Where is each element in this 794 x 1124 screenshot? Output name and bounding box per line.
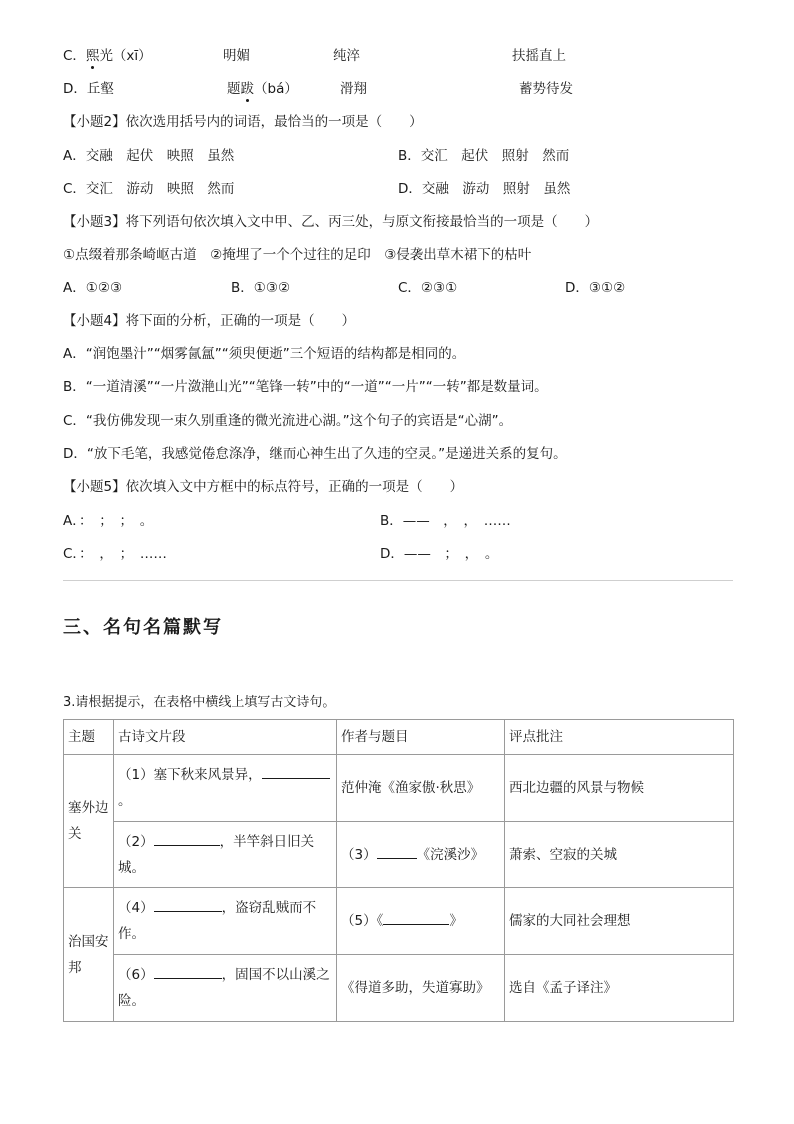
q4-option-c[interactable]: C．“我仿佛发现一束久别重逢的微光流进心湖。”这个句子的宾语是“心湖”。 xyxy=(63,413,513,429)
author-cell xyxy=(337,822,505,888)
q1-c-word2: 明媚 xyxy=(223,48,250,64)
author-text: （3） xyxy=(341,846,377,863)
q4-option-a[interactable]: A．“润饱墨汁”“烟雾氤氲”“须臾便逝”三个短语的结构都是相同的。 xyxy=(63,346,466,362)
table-row xyxy=(64,955,734,1022)
option-word: 光（xī） xyxy=(99,48,152,64)
header-theme: 主题 xyxy=(64,720,114,755)
author-text: （5）《 xyxy=(341,913,384,929)
section-divider xyxy=(63,580,733,581)
q2-stem: 【小题2】依次选用括号内的词语，最恰当的一项是（ ） xyxy=(63,114,423,130)
header-fragment: 古诗文片段 xyxy=(114,720,337,755)
q4-option-d[interactable]: D．“放下毛笔，我感觉倦怠涤净，继而心神生出了久违的空灵。”是递进关系的复句。 xyxy=(63,446,567,462)
note-cell: 西北边疆的风景与物候 xyxy=(505,755,734,822)
option-word: 题 xyxy=(227,81,241,97)
answer-blank[interactable] xyxy=(154,831,220,846)
option-label: C． xyxy=(63,48,86,64)
note-cell: 儒家的大同社会理想 xyxy=(505,888,734,955)
header-author: 作者与题目 xyxy=(337,720,505,755)
q4-option-b[interactable]: B．“一道清溪”“一片潋滟山光”“笔锋一转”中的“一道”“一片”“一转”都是数量词。 xyxy=(63,379,548,395)
dotted-char: 熙 xyxy=(85,48,100,64)
fragment-text: （4） xyxy=(118,900,154,916)
q3-option-c[interactable]: C．②③① xyxy=(398,280,458,296)
q4-stem: 【小题4】将下面的分析，正确的一项是（ ） xyxy=(63,313,356,329)
q2-option-d[interactable]: D．交融 游动 照射 虽然 xyxy=(398,181,571,197)
fragment-text: 。 xyxy=(118,793,132,809)
q1-c-word3: 纯淬 xyxy=(333,48,360,64)
q5-option-c[interactable]: C．： ， ； …… xyxy=(63,546,167,562)
q2-option-a[interactable]: A．交融 起伏 映照 虽然 xyxy=(63,148,235,164)
q5-option-d[interactable]: D．—— ； ， 。 xyxy=(380,546,499,562)
table-header-row xyxy=(64,720,734,755)
fragment-cell xyxy=(114,955,337,1022)
option-word: （bá） xyxy=(254,81,298,97)
q1-d-word3: 滑翔 xyxy=(340,81,367,97)
theme-cell: 塞外边关 xyxy=(64,755,114,888)
table-row xyxy=(64,822,734,888)
answer-blank[interactable] xyxy=(262,764,330,779)
fragment-text: ，盗窃乱贼而不作。 xyxy=(118,900,317,942)
dotted-char: 跋 xyxy=(240,81,254,97)
fragment-text: （1）塞下秋来风景异， xyxy=(118,767,262,783)
poem-table xyxy=(63,719,734,1022)
author-text: 》 xyxy=(449,913,463,929)
q1-d-word4: 蓄势待发 xyxy=(519,81,573,97)
fragment-text: ，半竿斜日旧关城。 xyxy=(118,833,315,876)
answer-blank[interactable] xyxy=(154,964,222,979)
table-row xyxy=(64,888,734,955)
fragment-cell xyxy=(114,755,337,822)
author-cell: 《得道多助，失道寡助》 xyxy=(337,955,505,1022)
q2-option-c[interactable]: C．交汇 游动 映照 然而 xyxy=(63,181,235,197)
q1-option-c xyxy=(63,46,152,66)
q5-stem: 【小题5】依次填入文中方框中的标点符号，正确的一项是（ ） xyxy=(63,479,464,495)
header-note: 评点批注 xyxy=(505,720,734,755)
section-title: 三、名句名篇默写 xyxy=(63,617,223,638)
q3-stem: 【小题3】将下列语句依次填入文中甲、乙、丙三处，与原文衔接最恰当的一项是（ ） xyxy=(63,214,599,230)
fragment-cell xyxy=(114,888,337,955)
fragment-text: ，固国不以山溪之险。 xyxy=(118,967,330,1009)
q3-option-d[interactable]: D．③①② xyxy=(565,280,626,296)
q1-option-d xyxy=(63,79,114,99)
fragment-cell xyxy=(114,822,337,888)
answer-blank[interactable] xyxy=(377,844,417,859)
question-instruction: 3.请根据提示，在表格中横线上填写古文诗句。 xyxy=(63,695,336,710)
note-cell: 萧索、空寂的关城 xyxy=(505,822,734,888)
fragment-text: （2） xyxy=(118,833,154,850)
author-cell xyxy=(337,888,505,955)
answer-blank[interactable] xyxy=(154,897,222,912)
note-cell: 选自《孟子译注》 xyxy=(505,955,734,1022)
q3-option-b[interactable]: B．①③② xyxy=(231,280,291,296)
q3-option-a[interactable]: A．①②③ xyxy=(63,280,123,296)
q1-d-word2 xyxy=(227,79,298,99)
q5-option-b[interactable]: B．—— ， ， …… xyxy=(380,513,511,529)
q5-option-a[interactable]: A．： ； ； 。 xyxy=(63,513,154,529)
answer-blank[interactable] xyxy=(383,910,449,925)
table-row xyxy=(64,755,734,822)
q2-option-b[interactable]: B．交汇 起伏 照射 然而 xyxy=(398,148,570,164)
fragment-text: （6） xyxy=(118,967,154,983)
author-cell: 范仲淹《渔家傲·秋思》 xyxy=(337,755,505,822)
option-label: D． xyxy=(63,81,87,97)
q3-items: ①点缀着那条崎岖古道 ②掩埋了一个个过往的足印 ③侵袭出草木裙下的枯叶 xyxy=(63,247,532,263)
option-word: 丘壑 xyxy=(86,81,114,97)
q1-c-word4: 扶摇直上 xyxy=(512,48,566,64)
author-text: 《浣溪沙》 xyxy=(416,846,485,863)
theme-cell: 治国安邦 xyxy=(64,888,114,1022)
